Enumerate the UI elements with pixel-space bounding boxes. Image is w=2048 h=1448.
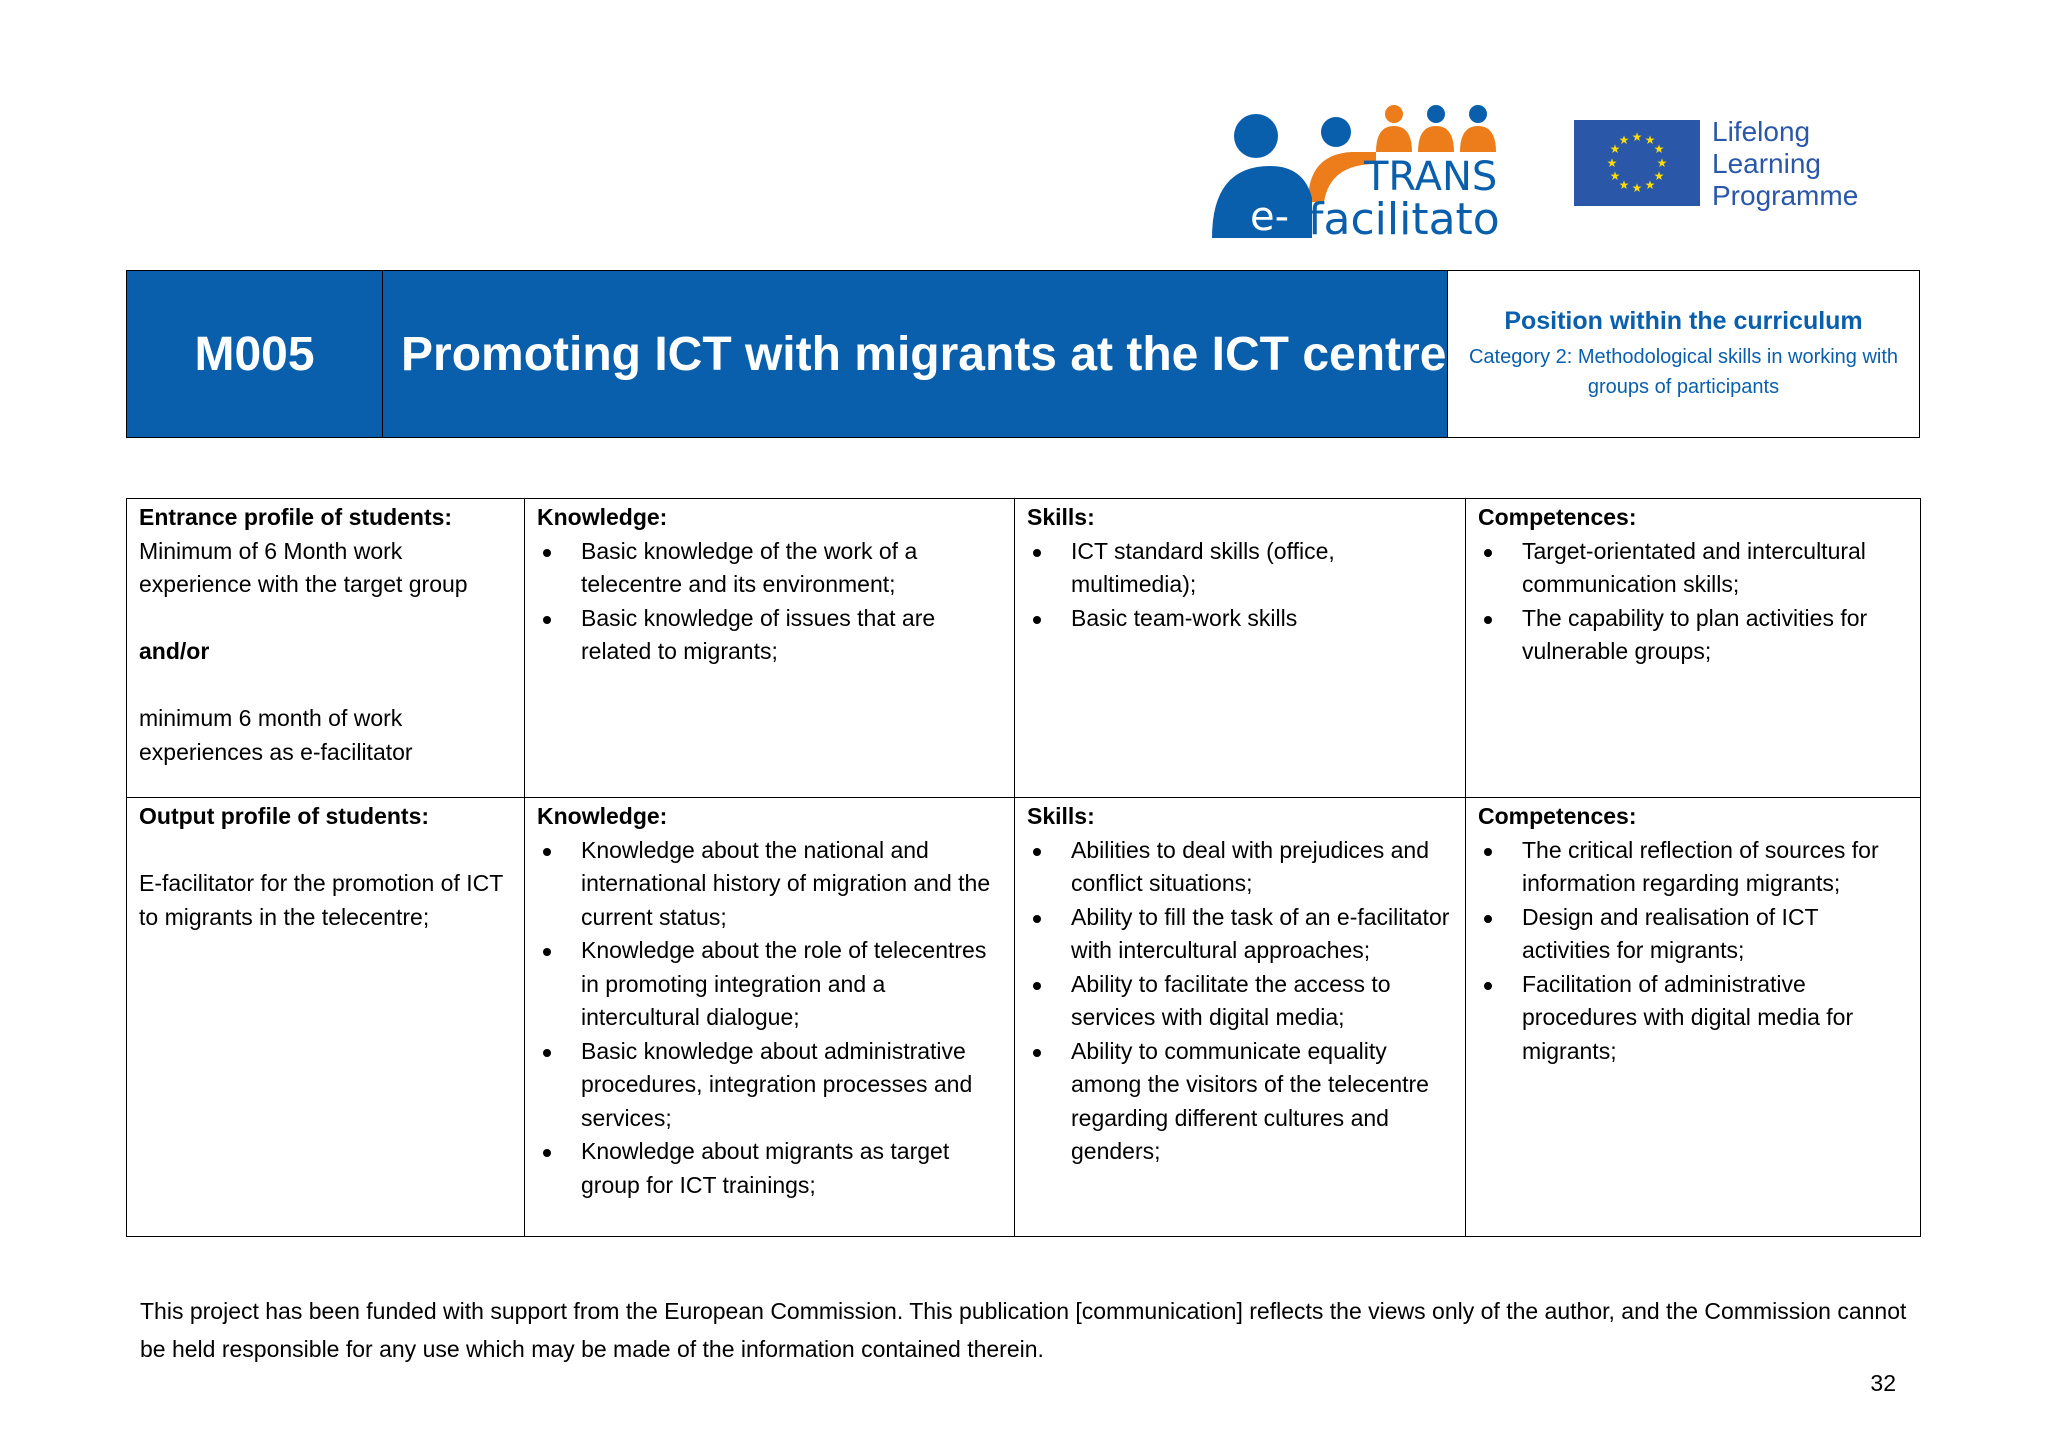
list-item: Knowledge about migrants as target group for ICT trainings; bbox=[537, 1135, 1002, 1202]
svg-text:★: ★ bbox=[1618, 133, 1630, 147]
etrans-logo-facilitator-text: facilitator bbox=[1308, 194, 1502, 240]
lifelong-learning-logo bbox=[1574, 118, 1974, 218]
etrans-logo-e-text: e- bbox=[1250, 194, 1290, 240]
svg-text:★: ★ bbox=[1631, 181, 1643, 195]
entrance-skills-cell bbox=[1015, 499, 1466, 798]
output-profile-text: E-facilitator for the promotion of ICT to migrants in the telecentre; bbox=[139, 870, 503, 930]
entrance-profile-heading: Entrance profile of students: bbox=[139, 504, 453, 530]
entrance-knowledge-cell bbox=[525, 499, 1015, 798]
list-item: Basic knowledge of issues that are related to migrants; bbox=[537, 602, 1002, 669]
svg-text:★: ★ bbox=[1644, 133, 1656, 147]
svg-text:★: ★ bbox=[1656, 156, 1668, 170]
entrance-competences-list bbox=[1478, 535, 1908, 669]
eu-programme-name bbox=[1712, 116, 1858, 212]
list-item: Facilitation of administrative procedures with digital media for migrants; bbox=[1478, 968, 1908, 1069]
entrance-skills-heading: Skills: bbox=[1027, 504, 1095, 530]
eu-programme-line: Lifelong bbox=[1712, 116, 1811, 147]
list-item: Design and realisation of ICT activities for migrants; bbox=[1478, 901, 1908, 968]
curriculum-position-text: Category 2: Methodological skills in working with groups of participants bbox=[1468, 345, 1899, 398]
entrance-profile-text: minimum 6 month of work experiences as e-facilitator bbox=[139, 705, 413, 765]
output-profile-cell bbox=[127, 798, 525, 1237]
module-code: M005 bbox=[127, 271, 383, 437]
output-competences-cell bbox=[1466, 798, 1921, 1237]
output-knowledge-cell bbox=[525, 798, 1015, 1237]
svg-text:★: ★ bbox=[1653, 142, 1665, 156]
output-knowledge-list bbox=[537, 834, 1002, 1203]
list-item: Ability to fill the task of an e-facilitator with intercultural approaches; bbox=[1027, 901, 1453, 968]
eu-flag-icon bbox=[1574, 120, 1700, 206]
profile-table bbox=[126, 498, 1921, 1237]
funding-disclaimer: This project has been funded with support from the European Commission. This publication [communication] reflects the views only of the author, and the Commission cannot be held responsible for any use which may be made of the information contained therein. bbox=[140, 1298, 1907, 1362]
eu-programme-line: Programme bbox=[1712, 180, 1859, 211]
output-skills-cell bbox=[1015, 798, 1466, 1237]
entrance-knowledge-list bbox=[537, 535, 1002, 669]
output-competences-heading: Competences: bbox=[1478, 803, 1637, 829]
output-knowledge-heading: Knowledge: bbox=[537, 803, 668, 829]
svg-text:★: ★ bbox=[1644, 178, 1656, 192]
etrans-logo-graphic bbox=[1212, 102, 1502, 240]
module-title: Promoting ICT with migrants at the ICT centre bbox=[383, 271, 1448, 437]
list-item: ICT standard skills (office, multimedia); bbox=[1027, 535, 1453, 602]
table-row-entrance bbox=[127, 499, 1921, 798]
svg-text:★: ★ bbox=[1618, 178, 1630, 192]
svg-text:★: ★ bbox=[1653, 169, 1665, 183]
svg-text:★: ★ bbox=[1631, 130, 1643, 144]
entrance-profile-text: Minimum of 6 Month work experience with the target group bbox=[139, 537, 468, 597]
svg-text:★: ★ bbox=[1609, 142, 1621, 156]
curriculum-position bbox=[1448, 271, 1919, 437]
svg-text:★: ★ bbox=[1606, 156, 1618, 170]
list-item: Basic knowledge of the work of a telecentre and its environment; bbox=[537, 535, 1002, 602]
output-skills-heading: Skills: bbox=[1027, 803, 1095, 829]
curriculum-position-heading: Position within the curriculum bbox=[1504, 306, 1863, 335]
page-number: 32 bbox=[1870, 1370, 1896, 1396]
output-competences-list bbox=[1478, 834, 1908, 1069]
list-item: Basic knowledge about administrative procedures, integration processes and services; bbox=[537, 1035, 1002, 1136]
entrance-knowledge-heading: Knowledge: bbox=[537, 504, 668, 530]
entrance-skills-list bbox=[1027, 535, 1453, 636]
output-skills-list bbox=[1027, 834, 1453, 1169]
eu-programme-line: Learning bbox=[1712, 148, 1821, 179]
list-item: Ability to facilitate the access to services with digital media; bbox=[1027, 968, 1453, 1035]
svg-text:★: ★ bbox=[1609, 169, 1621, 183]
output-profile-heading: Output profile of students: bbox=[139, 803, 430, 829]
module-header bbox=[126, 270, 1920, 438]
list-item: Knowledge about the role of telecentres in promoting integration and a intercultural dialogue; bbox=[537, 934, 1002, 1035]
list-item: Ability to communicate equality among the visitors of the telecentre regarding different cultures and genders; bbox=[1027, 1035, 1453, 1169]
list-item: Abilities to deal with prejudices and conflict situations; bbox=[1027, 834, 1453, 901]
entrance-andor: and/or bbox=[139, 638, 210, 664]
list-item: The capability to plan activities for vulnerable groups; bbox=[1478, 602, 1908, 669]
etrans-logo-trans-text: TRANS bbox=[1364, 154, 1498, 200]
table-row-output bbox=[127, 798, 1921, 1237]
list-item: Basic team-work skills bbox=[1027, 602, 1453, 636]
entrance-competences-cell bbox=[1466, 499, 1921, 798]
entrance-competences-heading: Competences: bbox=[1478, 504, 1637, 530]
list-item: Knowledge about the national and international history of migration and the current status; bbox=[537, 834, 1002, 935]
list-item: The critical reflection of sources for information regarding migrants; bbox=[1478, 834, 1908, 901]
etrans-logo bbox=[1212, 102, 1502, 240]
entrance-profile-cell bbox=[127, 499, 525, 798]
list-item: Target-orientated and intercultural communication skills; bbox=[1478, 535, 1908, 602]
